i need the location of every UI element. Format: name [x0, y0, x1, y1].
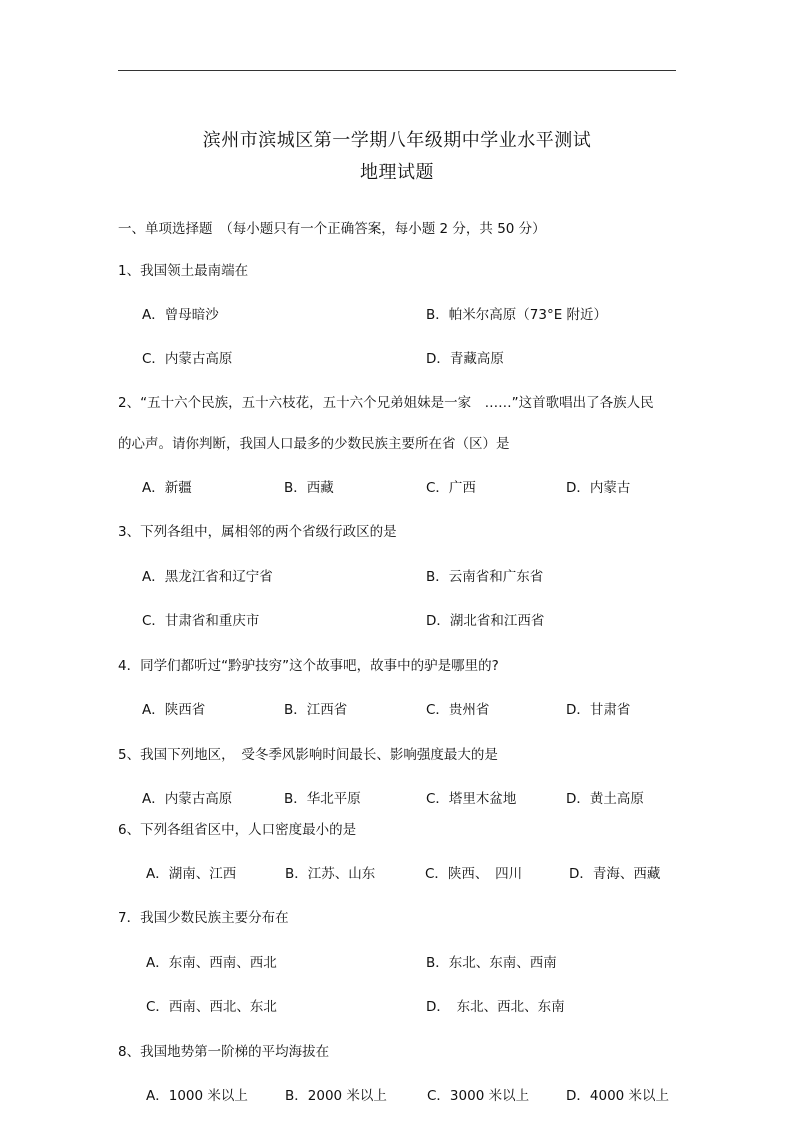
- q1-option-d: D．青藏高原: [426, 351, 504, 367]
- question-1: 1、我国领土最南端在: [118, 263, 249, 279]
- question-4: 4．同学们都听过“黔驴技穷”这个故事吧，故事中的驴是哪里的?: [118, 658, 499, 674]
- header-rule: [118, 70, 676, 71]
- q2-option-b: B．西藏: [284, 480, 334, 496]
- exam-subtitle: 地理试题: [360, 162, 434, 183]
- q8-option-d: D．4000 米以上: [566, 1088, 670, 1104]
- question-5: 5、我国下列地区， 受冬季风影响时间最长、影响强度最大的是: [118, 747, 498, 763]
- exam-title: 滨州市滨城区第一学期八年级期中学业水平测试: [202, 130, 592, 151]
- q3-option-a: A．黑龙江省和辽宁省: [142, 569, 273, 585]
- q3-option-d: D．湖北省和江西省: [426, 613, 545, 629]
- q6-option-d: D．青海、西藏: [569, 866, 661, 882]
- question-6: 6、下列各组省区中，人口密度最小的是: [118, 822, 357, 838]
- q1-option-b: B．帕米尔高原（73°E 附近）: [426, 307, 608, 323]
- q8-option-a: A．1000 米以上: [146, 1088, 248, 1104]
- q4-option-d: D．甘肃省: [566, 702, 631, 718]
- section-heading: 一、单项选择题 （每小题只有一个正确答案，每小题 2 分，共 50 分）: [118, 221, 546, 237]
- q7-option-d: D． 东北、西北、东南: [426, 999, 565, 1015]
- q4-option-c: C．贵州省: [426, 702, 490, 718]
- q1-option-c: C．内蒙古高原: [142, 351, 233, 367]
- question-7: 7．我国少数民族主要分布在: [118, 910, 289, 926]
- q5-option-a: A．内蒙古高原: [142, 791, 233, 807]
- q6-option-b: B．江苏、山东: [285, 866, 376, 882]
- q5-option-b: B．华北平原: [284, 791, 361, 807]
- q5-option-d: D．黄土高原: [566, 791, 644, 807]
- q1-option-a: A．曾母暗沙: [142, 307, 219, 323]
- q2-option-a: A．新疆: [142, 480, 192, 496]
- q2-option-c: C．广西: [426, 480, 476, 496]
- q7-option-a: A．东南、西南、西北: [146, 955, 277, 971]
- q8-option-c: C．3000 米以上: [427, 1088, 530, 1104]
- question-2: 2、“五十六个民族，五十六枝花，五十六个兄弟姐妹是一家 ……”这首歌唱出了各族人民: [118, 395, 654, 411]
- q6-option-a: A．湖南、江西: [146, 866, 237, 882]
- q4-option-a: A．陕西省: [142, 702, 206, 718]
- q4-option-b: B．江西省: [284, 702, 348, 718]
- q2-option-d: D．内蒙古: [566, 480, 631, 496]
- question-8: 8、我国地势第一阶梯的平均海拔在: [118, 1044, 330, 1060]
- q6-option-c: C．陕西、 四川: [425, 866, 523, 882]
- q7-option-b: B．东北、东南、西南: [426, 955, 557, 971]
- q7-option-c: C．西南、西北、东北: [146, 999, 277, 1015]
- question-3: 3、下列各组中，属相邻的两个省级行政区的是: [118, 524, 397, 540]
- q3-option-b: B．云南省和广东省: [426, 569, 544, 585]
- q3-option-c: C．甘肃省和重庆市: [142, 613, 260, 629]
- q8-option-b: B．2000 米以上: [285, 1088, 387, 1104]
- q5-option-c: C．塔里木盆地: [426, 791, 517, 807]
- question-2-continued: 的心声。请你判断，我国人口最多的少数民族主要所在省（区）是: [118, 436, 510, 452]
